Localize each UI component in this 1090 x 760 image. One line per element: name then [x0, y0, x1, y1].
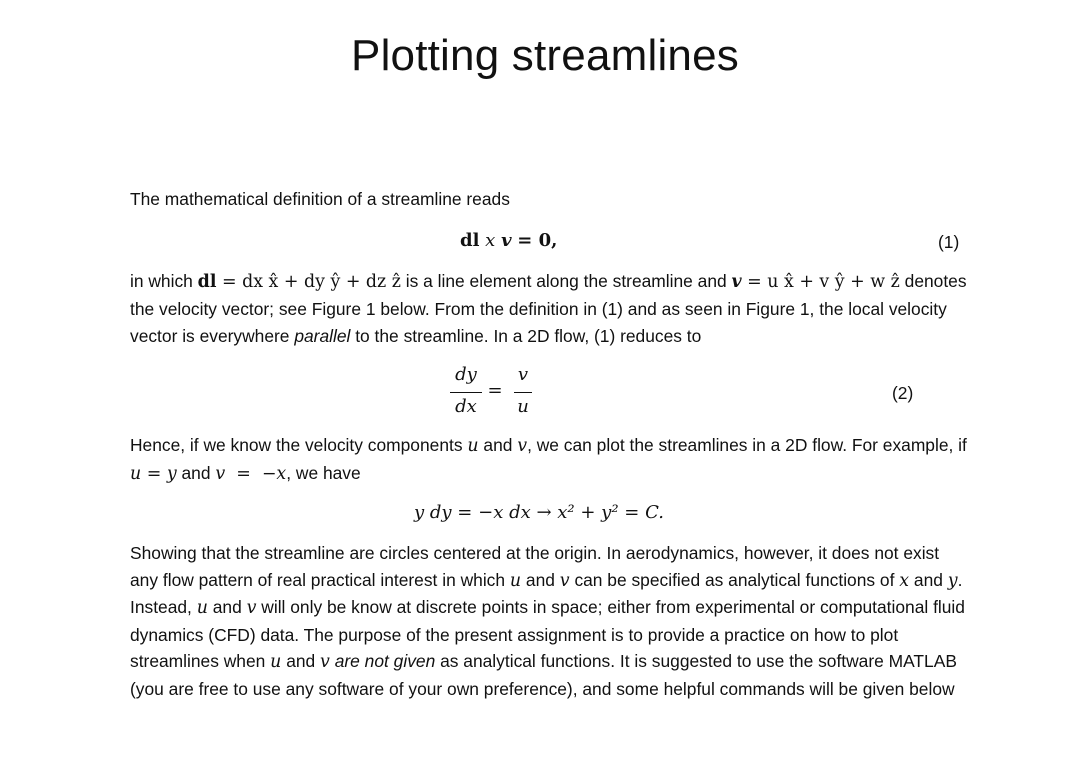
para4-and-2: and	[909, 569, 948, 590]
eq1-cross: x	[485, 230, 496, 251]
para3-text-2: , we can plot the streamlines in a 2D flow. For example, if	[527, 435, 967, 455]
intro-text: The mathematical definition of a streamline reads	[130, 189, 510, 209]
eq2-equals: =	[487, 380, 503, 401]
para4-y: y	[947, 570, 958, 591]
para2-text-2: is a line element along the streamline and	[400, 271, 732, 291]
para4-v: v	[559, 570, 570, 591]
para4-u: u	[509, 570, 522, 591]
eq1-dl: dl	[460, 230, 480, 251]
paragraph-example	[130, 432, 968, 488]
para4-text-4: will only be know at discrete points in space; either from experimental or computational fluid dynamics (CFD) data. The purpose of the present assignment is to provide a practice on how to plot streamlines when	[130, 597, 965, 671]
para4-and-4: and	[281, 651, 321, 671]
para4-text-1: Showing that the streamline are circles centered at the origin. In aerodynamics, however, it does not exist any flow pattern of real practical interest in which	[130, 543, 940, 590]
para2-text-4: to the streamline. In a 2D flow, (1) reduces to	[350, 326, 702, 346]
para3-u: u	[467, 436, 479, 456]
para2-dl-definition: = dx x̂ + dy ŷ + dz ẑ	[216, 272, 401, 292]
paragraph-assignment	[130, 540, 973, 702]
page-title: Plotting streamlines	[351, 31, 739, 80]
para3-v-equation: v = −x	[215, 464, 287, 484]
eq2-den-left: dx	[455, 396, 477, 417]
eq2-num-right: v	[517, 364, 529, 385]
para4-v-3: v	[320, 652, 330, 672]
equation-1	[460, 230, 557, 251]
paragraph-definition	[130, 268, 968, 350]
para4-x: x	[899, 570, 910, 591]
equation-3: y dy = −x dx → x² + y² = C.	[414, 502, 664, 523]
para4-u-2: u	[196, 598, 208, 618]
para3-text-1: Hence, if we know the velocity components	[130, 435, 468, 455]
para4-u-3: u	[270, 652, 282, 672]
para3-v: v	[517, 436, 528, 456]
equation-2-number: (2)	[892, 383, 914, 403]
eq2-fraction-bar-left	[450, 392, 482, 393]
eq2-fraction-bar-right	[514, 392, 532, 393]
para4-text-5: as analytical functions. It is suggested to use the software MATLAB (you are free to use any software of your own preference), and some helpful commands will be given below	[130, 651, 957, 699]
eq2-num-left: dy	[455, 364, 477, 385]
para2-v-symbol: v	[731, 272, 742, 292]
para2-dl-symbol: dl	[197, 272, 217, 292]
para4-text-2: can be specified as analytical functions of	[569, 569, 900, 590]
para4-not-given: are not given	[329, 651, 436, 671]
para2-text-3: denotes the velocity vector; see Figure 1 below. From the definition in (1) and as seen in Figure 1, the local velocity vector is everywhere	[130, 271, 967, 346]
para3-and-2: and	[176, 463, 216, 483]
eq2-den-right: u	[517, 396, 529, 417]
equation-1-number: (1)	[938, 232, 960, 252]
para4-and: and	[521, 569, 560, 590]
para2-v-definition: = u x̂ + v ŷ + w ẑ	[741, 272, 900, 292]
eq1-rhs: = 0,	[517, 230, 558, 251]
para4-v-2: v	[246, 598, 257, 618]
para2-text-1: in which	[130, 271, 198, 291]
para4-and-3: and	[207, 597, 247, 617]
eq1-v: v	[501, 230, 512, 251]
para3-and: and	[478, 435, 518, 455]
para4-text-3: . Instead,	[130, 569, 973, 617]
para3-text-3: , we have	[286, 463, 361, 483]
para3-u-equation: u = y	[130, 464, 177, 484]
para2-parallel: parallel	[294, 326, 351, 346]
